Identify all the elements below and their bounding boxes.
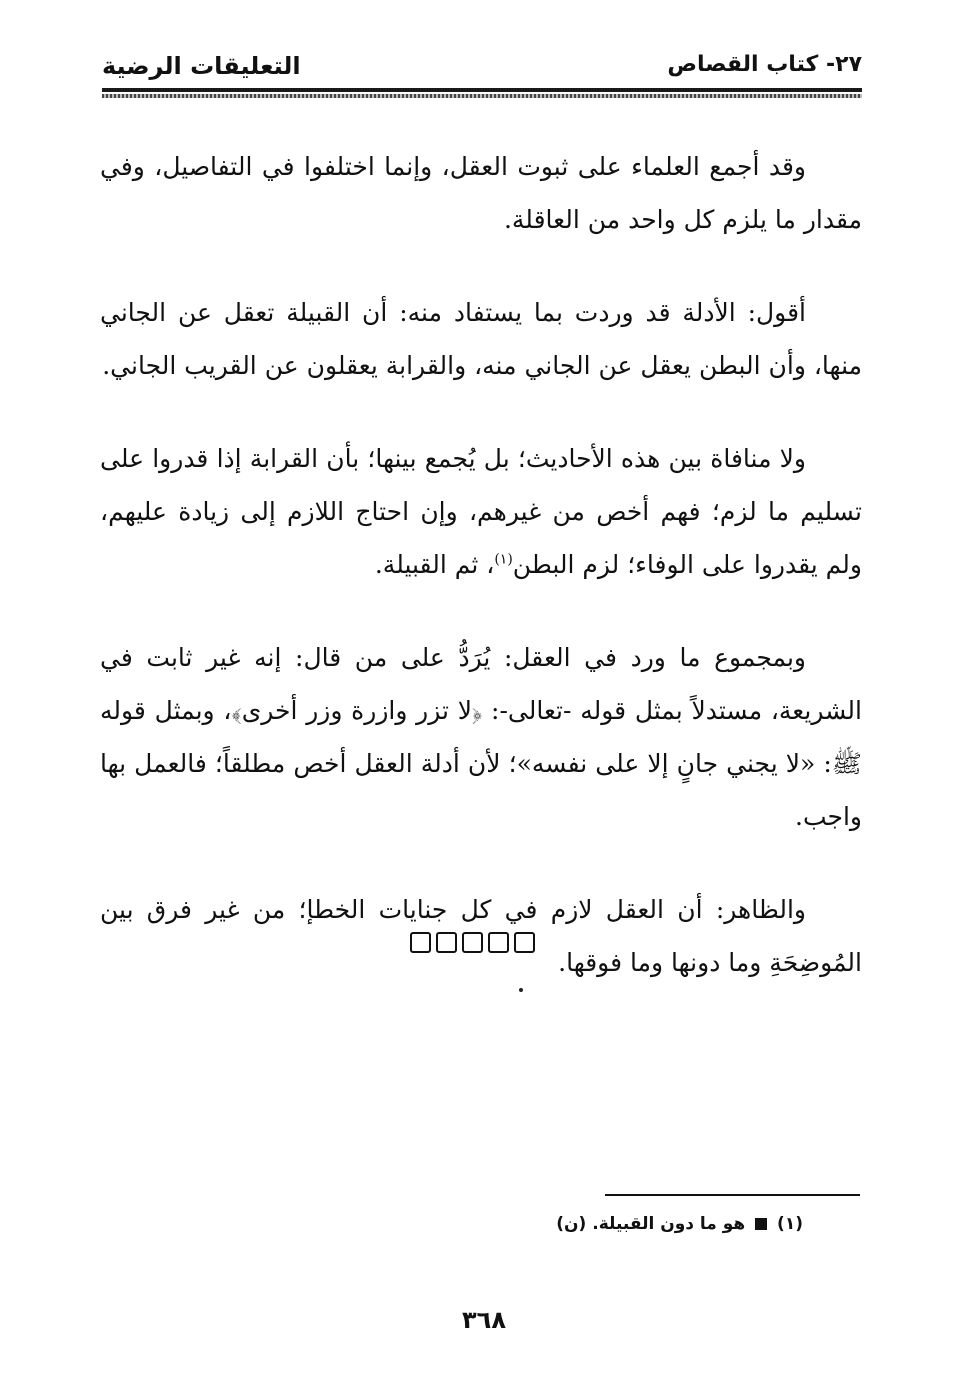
header-rule	[102, 88, 862, 92]
footnote-reference[interactable]: (١)	[494, 551, 513, 568]
paragraph-3-tail: ، ثم القبيلة.	[374, 550, 495, 579]
running-header	[102, 52, 862, 88]
footnote-source: (ن)	[556, 1214, 587, 1234]
chapter-title: ٢٧- كتاب القصاص	[667, 52, 862, 77]
main-text	[100, 140, 862, 1029]
page-number: ٣٦٨	[462, 1306, 506, 1334]
paragraph-3	[100, 432, 862, 591]
paragraph-1: وقد أجمع العلماء على ثبوت العقل، وإنما اختلفوا في التفاصيل، وفي مقدار ما يلزم كل واحد من العاقلة.	[100, 152, 862, 234]
header-rule-shaded	[102, 94, 862, 98]
footnote-text: هو ما دون القبيلة.	[592, 1214, 746, 1234]
footnote-marker-icon	[755, 1218, 767, 1230]
separator-square	[514, 932, 535, 953]
paragraph-4: وبمجموع ما ورد في العقل: يُرَدُّ على من قال: إنه غير ثابت في الشريعة، مستدلاً بمثل قوله -تعالى-: ﴿لا تزر وازرة وزر أخرى﴾، وبمثل قوله ﷺ: «لا يجني جانٍ إلا على نفسه»؛ لأن أدلة العقل أخص مطلقاً؛ فالعمل بها واجب.	[100, 643, 862, 831]
paragraph-2: أقول: الأدلة قد وردت بما يستفاد منه: أن القبيلة تعقل عن الجاني منها، وأن البطن يعقل عن الجاني منه، والقرابة يعقلون عن القريب الجاني.	[100, 298, 862, 380]
separator-square	[488, 932, 509, 953]
separator-square	[462, 932, 483, 953]
separator-square	[410, 932, 431, 953]
book-title: التعليقات الرضية	[102, 52, 301, 80]
footnote	[556, 1214, 803, 1234]
ink-dot	[519, 988, 523, 992]
separator-square	[436, 932, 457, 953]
footnote-number: (١)	[777, 1214, 803, 1234]
paragraph-3-text: ولا منافاة بين هذه الأحاديث؛ بل يُجمع بينها؛ بأن القرابة إذا قدروا على تسليم ما لزم؛ فهم أخص من غيرهم، وإن احتاج اللازم إلى زيادة عليهم، ولم يقدروا على الوفاء؛ لزم البطن	[100, 444, 862, 579]
footnote-rule	[605, 1194, 860, 1196]
paragraph-5: والظاهر: أن العقل لازم في كل جنايات الخطإ؛ من غير فرق بين المُوضِحَةِ وما دونها وما فوقها.	[100, 895, 862, 977]
section-separator	[410, 932, 535, 956]
